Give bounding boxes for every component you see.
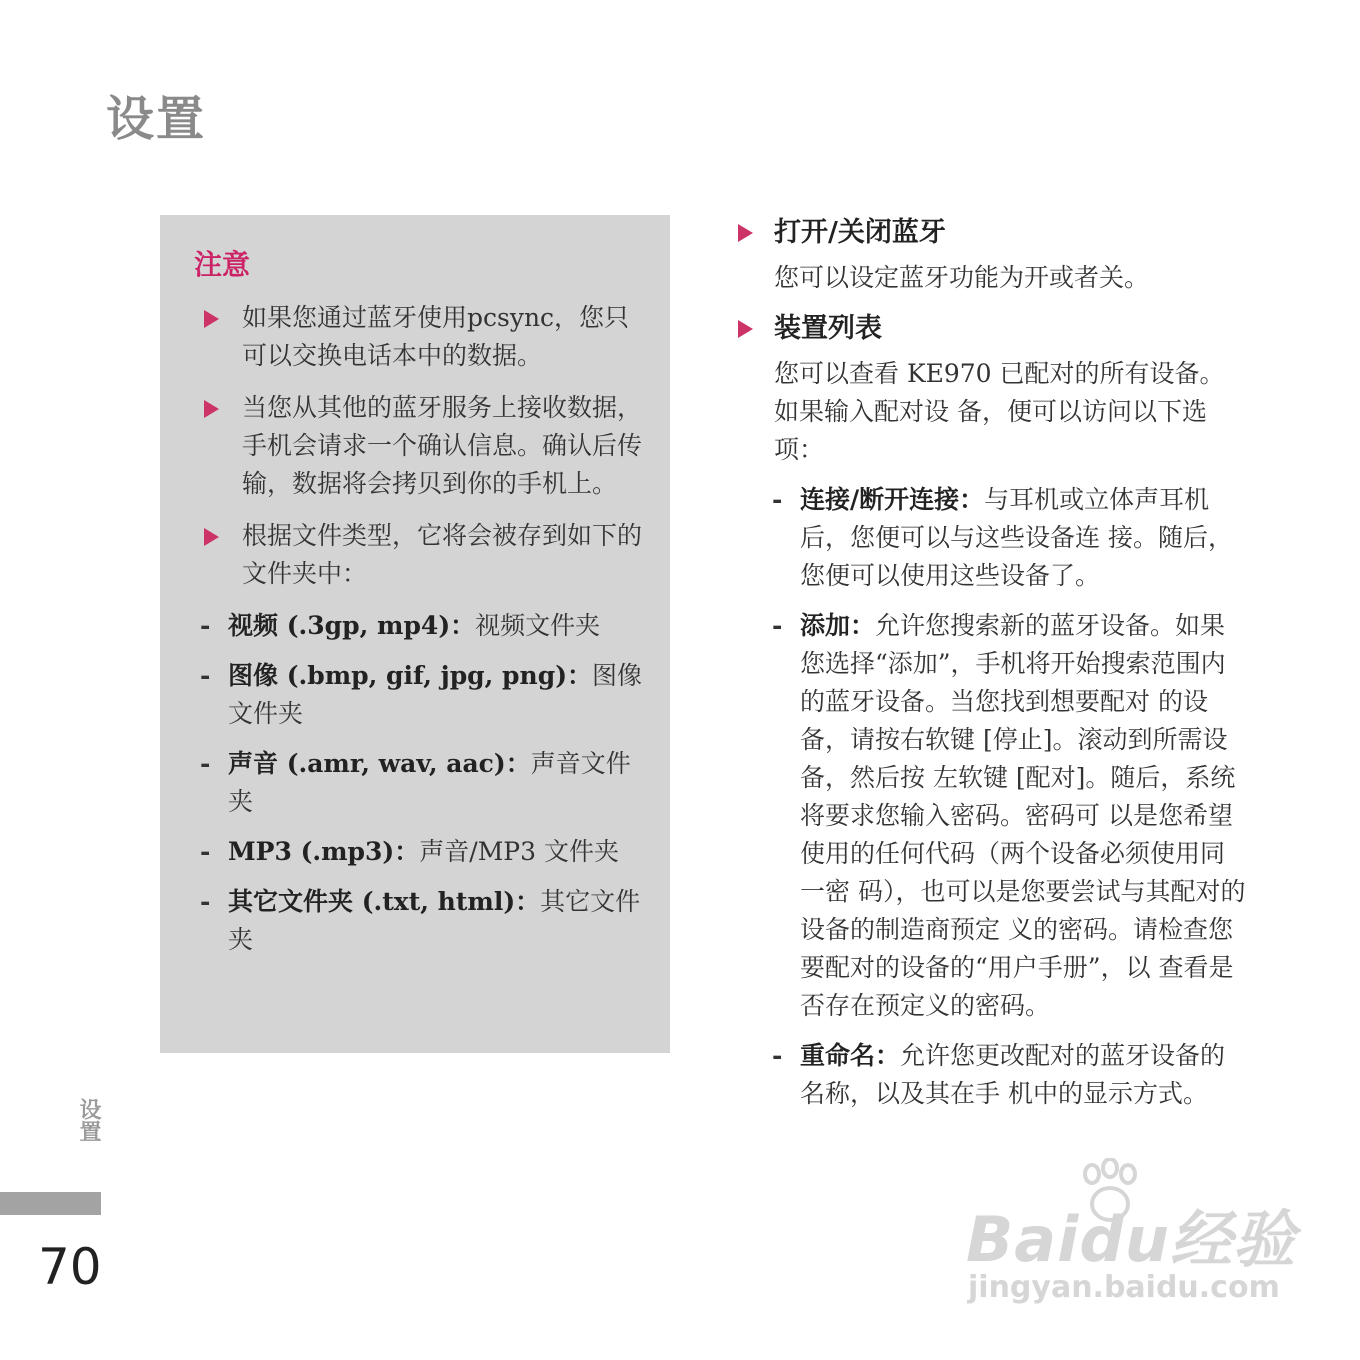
option-label: 添加：: [800, 611, 876, 640]
watermark-logo: Baidu经验: [966, 1203, 1296, 1276]
folder-type: 视频 (.3gp, mp4)：: [228, 611, 476, 640]
baidu-watermark: [966, 1170, 1296, 1320]
triangle-bullet-icon: [738, 320, 753, 338]
folder-name: 视频文件夹: [475, 611, 601, 640]
folder-name: 声音/MP3 文件夹: [419, 837, 619, 866]
dash-bullet: -: [200, 749, 211, 778]
watermark-url: jingyan.baidu.com: [968, 1270, 1280, 1305]
dash-bullet: -: [200, 611, 211, 640]
option-item-connect: [736, 481, 1246, 595]
section-body: 您可以查看 KE970 已配对的所有设备。如果输入配对设 备，便可以访问以下选项：: [774, 359, 1225, 464]
dash-bullet: -: [200, 661, 211, 690]
section-heading-text: 装置列表: [774, 313, 882, 344]
note-list: [200, 299, 650, 971]
note-item-text: 如果您通过蓝牙使用pcsync，您只可以交换电话本中的数据。: [242, 303, 630, 370]
option-item-add: [736, 607, 1246, 1025]
option-item-rename: [736, 1037, 1246, 1113]
side-section-label: 设置: [76, 1098, 101, 1142]
folder-type: 声音 (.amr, wav, aac)：: [228, 749, 531, 778]
folder-name: 声音文件夹: [228, 749, 631, 816]
triangle-bullet-icon: [204, 400, 219, 418]
folder-list: [200, 607, 650, 959]
triangle-bullet-icon: [204, 528, 219, 546]
dash-bullet: -: [772, 1041, 783, 1070]
section-heading-device-list: [736, 309, 1246, 349]
folder-item: [200, 745, 650, 821]
note-item-text: 根据文件类型，它将会被存到如下的文件夹中：: [242, 521, 643, 588]
folder-item: [200, 657, 650, 733]
option-text: 允许您搜索新的蓝牙设备。如果您选择“添加”，手机将开始搜索范围内的蓝牙设备。当您找到想要配对 的设备，请按右软键 [停止]。滚动到所需设备，然后按 左软键 [配对]。随后，系统将要求您输入密码。密码可 以是您希望使用的任何代码（两个设备必须使用同一密 码），也可以是您要尝试与其配对的设备的制造商预定 义的密码。请检查您要配对的设备的“用户手册”，以 查看是否存在预定义的密码。: [800, 611, 1246, 1020]
folder-name: 图像文件夹: [228, 661, 643, 728]
folder-type: 图像 (.bmp, gif, jpg, png)：: [228, 661, 593, 690]
dash-bullet: -: [772, 611, 783, 640]
section-heading-bluetooth-toggle: [736, 213, 1246, 253]
triangle-bullet-icon: [738, 224, 753, 242]
note-item: [200, 299, 650, 375]
triangle-bullet-icon: [204, 310, 219, 328]
folder-item: [200, 833, 650, 871]
dash-bullet: -: [200, 887, 211, 916]
note-title: 注意: [194, 248, 251, 281]
folder-item: [200, 607, 650, 645]
note-item-text: 当您从其他的蓝牙服务上接收数据，手机会请求一个确认信息。确认后传输，数据将会拷贝到你的手机上。: [242, 393, 643, 498]
right-column: [736, 213, 1246, 1125]
folder-name: 其它文件夹: [228, 887, 641, 954]
page-number: 70: [38, 1238, 102, 1296]
folder-type: 其它文件夹 (.txt, html)：: [228, 887, 541, 916]
note-box: [160, 215, 670, 1053]
note-item: [200, 517, 650, 593]
dash-bullet: -: [772, 485, 783, 514]
note-item: [200, 389, 650, 503]
option-label: 连接/断开连接：: [800, 485, 985, 514]
section-body: 您可以设定蓝牙功能为开或者关。: [774, 263, 1150, 292]
option-label: 重命名：: [800, 1041, 901, 1070]
option-text: 与耳机或立体声耳机后，您便可以与这些设备连 接。随后，您便可以使用这些设备了。: [800, 485, 1233, 590]
dash-bullet: -: [200, 837, 211, 866]
folder-type: MP3 (.mp3)：: [228, 837, 420, 866]
option-text: 允许您更改配对的蓝牙设备的名称，以及其在手 机中的显示方式。: [800, 1041, 1226, 1108]
folder-item: [200, 883, 650, 959]
section-heading-text: 打开/关闭蓝牙: [774, 217, 946, 248]
side-tab-bar: [0, 1192, 101, 1215]
page-title: 设置: [106, 91, 207, 147]
